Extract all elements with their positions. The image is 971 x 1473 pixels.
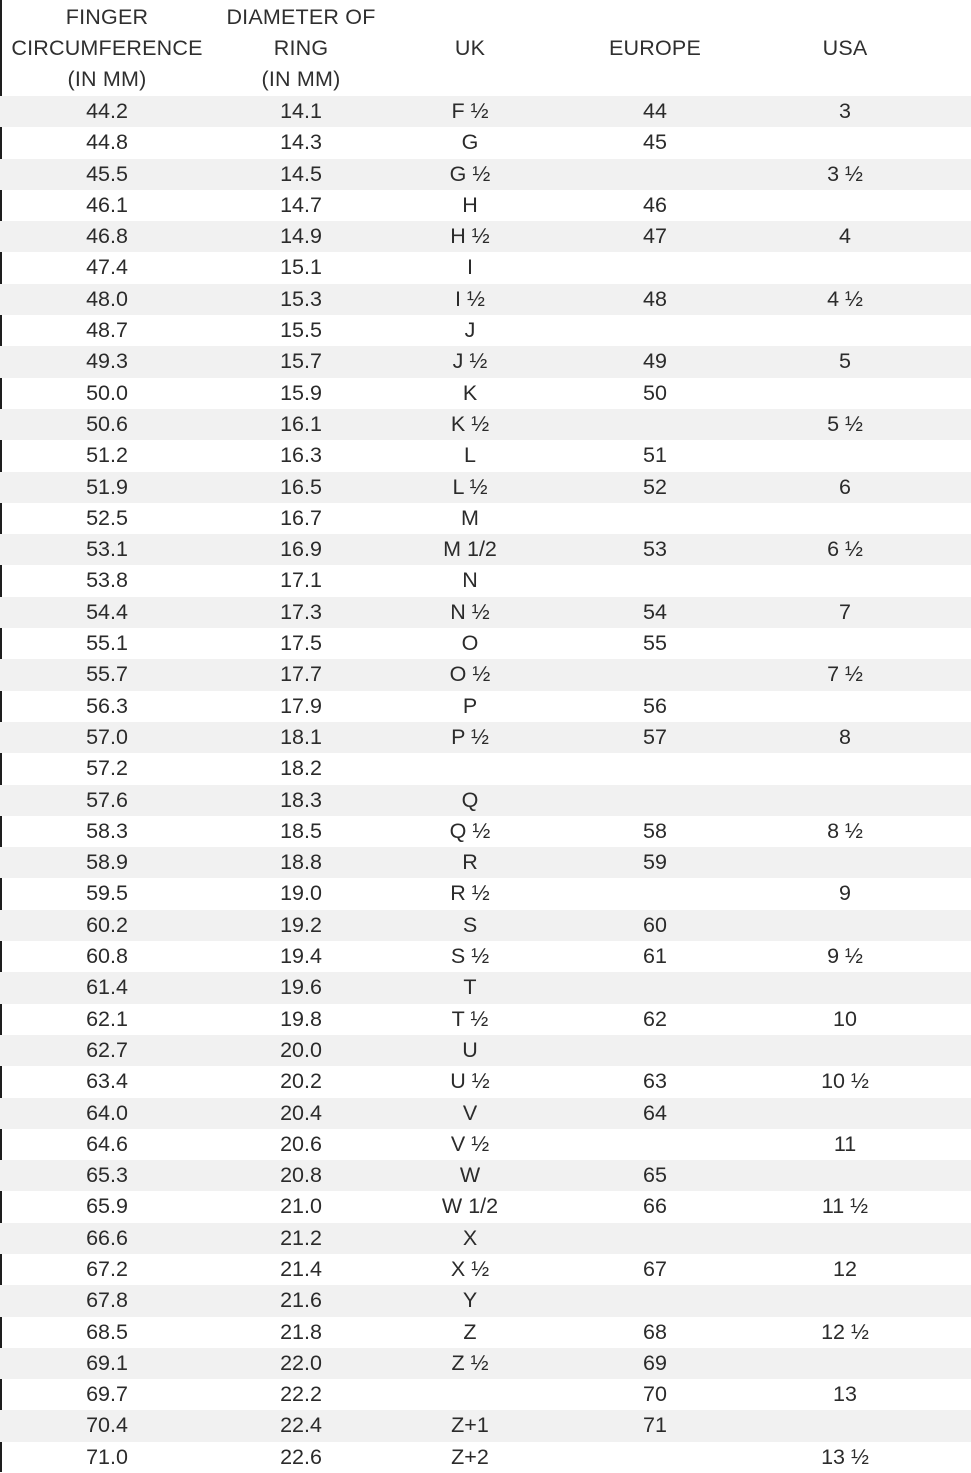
table-row [0,972,971,1003]
cell-diameter: 17.7 [280,662,322,687]
table-row [0,221,971,252]
cell-uk: T [463,975,477,1000]
cell-diameter: 22.0 [280,1350,322,1375]
cell-usa: 7 [839,599,851,624]
table-row [0,565,971,596]
cell-diameter: 16.7 [280,505,322,530]
cell-uk: J ½ [452,349,488,374]
cell-circumference: 46.1 [86,192,128,217]
cell-uk: K [462,380,478,405]
cell-circumference: 67.2 [86,1256,128,1281]
table-row [0,1004,971,1035]
cell-uk: S [462,912,478,937]
cell-europe: 57 [643,724,667,749]
cell-circumference: 48.0 [86,286,128,311]
cell-uk: I ½ [455,286,485,311]
header-label: FINGER CIRCUMFERENCE (IN MM) [11,4,203,91]
table-row [0,816,971,847]
cell-europe: 46 [643,192,667,217]
cell-europe [575,503,735,534]
table-row [0,1160,971,1191]
cell-diameter: 19.0 [280,881,322,906]
cell-uk: W 1/2 [441,1194,499,1219]
table-row [0,534,971,565]
cell-usa [765,127,925,158]
cell-usa: 10 [833,1006,857,1031]
cell-usa [765,503,925,534]
cell-diameter: 17.1 [280,568,322,593]
cell-diameter: 20.4 [280,1100,322,1125]
cell-usa: 5 ½ [827,411,863,436]
cell-diameter: 14.7 [280,192,322,217]
cell-diameter: 14.9 [280,224,322,249]
cell-diameter: 14.3 [280,130,322,155]
table-row [0,346,971,377]
table-row [0,691,971,722]
cell-diameter: 16.1 [280,411,322,436]
cell-diameter: 18.1 [280,724,322,749]
table-row [0,190,971,221]
cell-europe [575,1035,735,1066]
table-row [0,284,971,315]
cell-usa [765,1035,925,1066]
table-row [0,847,971,878]
header-label: UK [454,35,486,60]
header-label: EUROPE [609,35,701,60]
cell-europe: 62 [643,1006,667,1031]
cell-europe: 68 [643,1319,667,1344]
header-ring-diameter [205,0,397,96]
cell-usa: 3 ½ [827,161,863,186]
cell-diameter: 15.1 [280,255,322,280]
cell-uk: W [459,1163,481,1188]
cell-circumference: 60.2 [86,912,128,937]
cell-uk: G [461,130,479,155]
cell-circumference: 53.1 [86,537,128,562]
cell-europe: 51 [643,443,667,468]
cell-uk: I [467,255,473,280]
cell-uk: Z+2 [451,1444,489,1469]
cell-uk: V ½ [450,1131,490,1156]
cell-circumference: 50.6 [86,411,128,436]
cell-europe [575,409,735,440]
table-row [0,597,971,628]
table-row [0,127,971,158]
table-row [0,1223,971,1254]
cell-diameter: 16.9 [280,537,322,562]
cell-diameter: 21.0 [280,1194,322,1219]
table-row [0,409,971,440]
cell-diameter: 19.4 [280,944,322,969]
cell-europe [575,1442,735,1473]
cell-usa [765,1410,925,1441]
cell-europe [575,1223,735,1254]
header-uk [400,0,540,96]
cell-diameter: 19.6 [280,975,322,1000]
cell-uk [400,753,540,784]
cell-europe: 48 [643,286,667,311]
cell-diameter: 20.2 [280,1069,322,1094]
table-row [0,96,971,127]
cell-uk: Q ½ [449,818,491,843]
cell-usa: 13 [833,1382,857,1407]
cell-circumference: 64.6 [86,1131,128,1156]
cell-diameter: 22.2 [280,1382,322,1407]
cell-usa: 9 ½ [827,944,863,969]
cell-europe: 47 [643,224,667,249]
cell-europe [575,565,735,596]
cell-uk: Z+1 [451,1413,489,1438]
cell-europe: 64 [643,1100,667,1125]
table-row [0,1191,971,1222]
cell-uk: J [464,318,476,343]
cell-diameter: 17.3 [280,599,322,624]
cell-diameter: 19.8 [280,1006,322,1031]
cell-diameter: 18.3 [280,787,322,812]
cell-usa: 6 [839,474,851,499]
table-row [0,722,971,753]
cell-europe: 71 [643,1413,667,1438]
cell-usa: 12 ½ [821,1319,869,1344]
cell-usa: 9 [839,881,851,906]
cell-europe: 59 [643,850,667,875]
table-row [0,1035,971,1066]
cell-diameter: 16.5 [280,474,322,499]
cell-circumference: 65.3 [86,1163,128,1188]
cell-europe [575,878,735,909]
table-row [0,1254,971,1285]
cell-europe [575,972,735,1003]
cell-circumference: 64.0 [86,1100,128,1125]
cell-circumference: 71.0 [86,1444,128,1469]
cell-diameter: 18.2 [280,756,322,781]
table-row [0,785,971,816]
cell-europe: 53 [643,537,667,562]
cell-europe: 61 [643,944,667,969]
cell-usa [765,1098,925,1129]
cell-usa: 5 [839,349,851,374]
table-row [0,472,971,503]
cell-circumference: 44.8 [86,130,128,155]
cell-usa [765,847,925,878]
cell-uk: S ½ [450,944,490,969]
cell-diameter: 17.5 [280,631,322,656]
table-row [0,503,971,534]
header-label: DIAMETER OF RING (IN MM) [226,4,376,91]
cell-circumference: 45.5 [86,161,128,186]
cell-circumference: 65.9 [86,1194,128,1219]
cell-diameter: 21.6 [280,1288,322,1313]
cell-uk: G ½ [449,161,491,186]
table-row [0,378,971,409]
cell-uk: P ½ [451,724,489,749]
cell-europe [575,159,735,190]
cell-diameter: 16.3 [280,443,322,468]
header-label: USA [822,35,868,60]
cell-usa [765,315,925,346]
cell-uk: X ½ [450,1256,490,1281]
cell-usa: 11 ½ [821,1194,869,1219]
cell-usa: 3 [839,99,851,123]
cell-circumference: 54.4 [86,599,128,624]
cell-usa: 7 ½ [827,662,863,687]
table-row [0,1379,971,1410]
cell-europe: 52 [643,474,667,499]
cell-europe: 69 [643,1350,667,1375]
cell-uk: U ½ [450,1069,490,1094]
cell-usa: 12 [833,1256,857,1281]
cell-diameter: 18.8 [280,850,322,875]
header-finger-circumference [12,0,202,96]
cell-usa [765,378,925,409]
table-row [0,1410,971,1441]
cell-diameter: 21.8 [280,1319,322,1344]
table-row [0,659,971,690]
cell-usa: 6 ½ [827,537,863,562]
table-row [0,252,971,283]
cell-circumference: 70.4 [86,1413,128,1438]
cell-circumference: 44.2 [86,99,128,123]
cell-uk: V [462,1100,478,1125]
cell-circumference: 55.1 [86,631,128,656]
cell-uk: N ½ [450,599,490,624]
table-header [0,0,971,96]
cell-usa: 10 ½ [821,1069,869,1094]
cell-diameter: 20.8 [280,1163,322,1188]
cell-diameter: 19.2 [280,912,322,937]
cell-uk: P [462,693,478,718]
cell-diameter: 20.0 [280,1037,322,1062]
cell-uk: R ½ [450,881,490,906]
cell-circumference: 66.6 [86,1225,128,1250]
cell-usa [765,1285,925,1316]
cell-circumference: 56.3 [86,693,128,718]
cell-circumference: 62.7 [86,1037,128,1062]
cell-usa: 4 [839,224,851,249]
table-body [0,96,971,1473]
table-row [0,910,971,941]
cell-diameter: 17.9 [280,693,322,718]
cell-diameter: 14.5 [280,161,322,186]
cell-uk: Y [462,1288,478,1313]
cell-circumference: 69.7 [86,1382,128,1407]
cell-uk: N [462,568,478,593]
cell-diameter: 15.5 [280,318,322,343]
cell-usa [765,1223,925,1254]
cell-usa: 4 ½ [827,286,863,311]
cell-europe: 45 [643,130,667,155]
cell-europe [575,1129,735,1160]
cell-uk: L [464,443,476,468]
cell-uk: Z [463,1319,477,1344]
cell-circumference: 58.3 [86,818,128,843]
table-row [0,315,971,346]
cell-uk: Q [461,787,479,812]
cell-uk: H ½ [450,224,490,249]
cell-usa [765,190,925,221]
cell-europe [575,659,735,690]
cell-usa [765,785,925,816]
cell-diameter: 14.1 [280,99,322,123]
cell-usa: 8 ½ [827,818,863,843]
cell-diameter: 18.5 [280,818,322,843]
header-usa [765,0,925,96]
cell-europe: 58 [643,818,667,843]
cell-usa [765,440,925,471]
cell-uk: O ½ [449,662,491,687]
cell-circumference: 51.9 [86,474,128,499]
cell-diameter: 15.3 [280,286,322,311]
cell-uk: Z ½ [451,1350,489,1375]
table-row [0,878,971,909]
cell-uk: T ½ [451,1006,489,1031]
cell-uk: X [462,1225,478,1250]
cell-circumference: 60.8 [86,944,128,969]
cell-europe: 49 [643,349,667,374]
cell-europe [575,1285,735,1316]
cell-diameter: 15.7 [280,349,322,374]
table-row [0,1098,971,1129]
cell-diameter: 22.4 [280,1413,322,1438]
table-row [0,628,971,659]
cell-circumference: 57.6 [86,787,128,812]
cell-circumference: 48.7 [86,318,128,343]
cell-usa [765,753,925,784]
table-row [0,1285,971,1316]
cell-circumference: 61.4 [86,975,128,1000]
cell-uk: U [462,1037,478,1062]
cell-circumference: 55.7 [86,662,128,687]
cell-europe [575,785,735,816]
cell-europe: 63 [643,1069,667,1094]
cell-uk: L ½ [452,474,488,499]
table-row [0,1129,971,1160]
cell-diameter: 21.4 [280,1256,322,1281]
cell-uk: O [461,631,479,656]
cell-europe: 50 [643,380,667,405]
cell-diameter: 21.2 [280,1225,322,1250]
cell-circumference: 59.5 [86,881,128,906]
cell-circumference: 49.3 [86,349,128,374]
table-row [0,1066,971,1097]
cell-uk: R [462,850,478,875]
cell-circumference: 47.4 [86,255,128,280]
header-europe [575,0,735,96]
cell-circumference: 63.4 [86,1069,128,1094]
cell-uk: K ½ [450,411,490,436]
table-row [0,941,971,972]
table-row [0,753,971,784]
cell-europe [575,252,735,283]
cell-usa [765,565,925,596]
cell-europe: 60 [643,912,667,937]
cell-uk [400,1379,540,1410]
table-row [0,1317,971,1348]
table-row [0,159,971,190]
cell-diameter: 15.9 [280,380,322,405]
cell-europe: 54 [643,599,667,624]
cell-usa: 11 [833,1131,857,1156]
cell-europe: 44 [643,99,667,123]
cell-circumference: 68.5 [86,1319,128,1344]
cell-europe [575,753,735,784]
cell-circumference: 67.8 [86,1288,128,1313]
cell-uk: H [462,192,478,217]
cell-europe: 65 [643,1163,667,1188]
cell-diameter: 22.6 [280,1444,322,1469]
cell-usa: 8 [839,724,851,749]
cell-usa [765,910,925,941]
cell-circumference: 69.1 [86,1350,128,1375]
cell-circumference: 57.0 [86,724,128,749]
cell-usa [765,1160,925,1191]
cell-circumference: 53.8 [86,568,128,593]
cell-europe [575,315,735,346]
cell-europe: 55 [643,631,667,656]
cell-usa [765,691,925,722]
cell-uk: M 1/2 [443,537,497,562]
cell-circumference: 62.1 [86,1006,128,1031]
cell-circumference: 46.8 [86,224,128,249]
cell-europe: 67 [643,1256,667,1281]
cell-usa: 13 ½ [821,1444,869,1469]
cell-circumference: 52.5 [86,505,128,530]
cell-usa [765,252,925,283]
cell-diameter: 20.6 [280,1131,322,1156]
cell-circumference: 51.2 [86,443,128,468]
cell-circumference: 58.9 [86,850,128,875]
table-row [0,1348,971,1379]
cell-usa [765,1348,925,1379]
cell-uk: M [461,505,479,530]
cell-circumference: 50.0 [86,380,128,405]
cell-uk: F ½ [451,99,489,123]
cell-europe: 56 [643,693,667,718]
cell-europe: 66 [643,1194,667,1219]
cell-circumference: 57.2 [86,756,128,781]
cell-usa [765,972,925,1003]
table-row [0,440,971,471]
cell-europe: 70 [643,1382,667,1407]
table-row [0,1442,971,1473]
cell-usa [765,628,925,659]
